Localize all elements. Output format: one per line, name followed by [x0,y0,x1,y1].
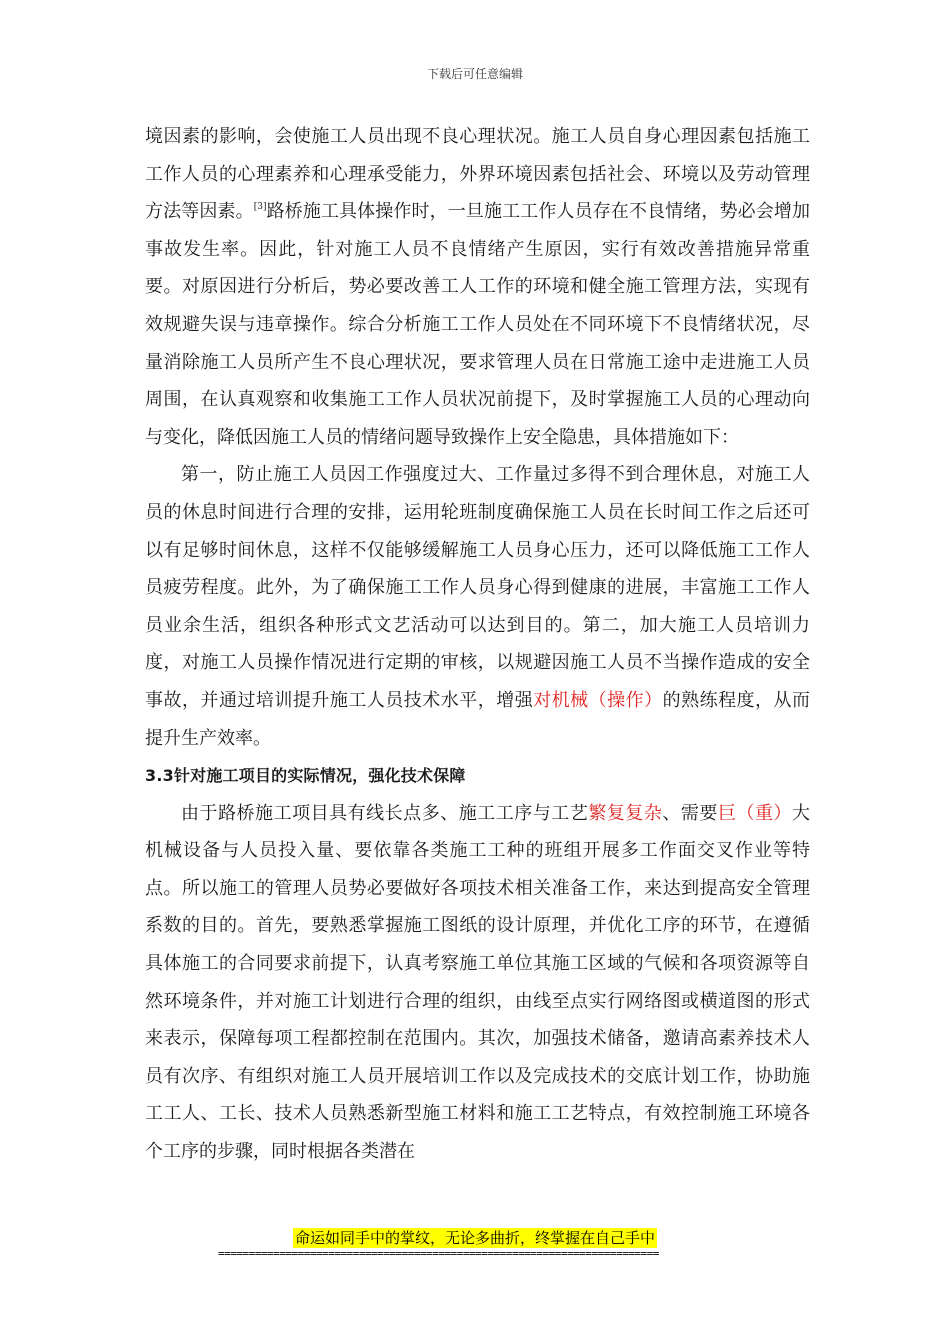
paragraph-1 [145,118,810,456]
paragraph-2-red-text: 对机械（操作） [533,689,663,711]
page-header-note: 下载后可任意编辑 [426,67,523,81]
paragraph-1-text-continued: 路桥施工具体操作时，一旦施工工作人员存在不良情绪，势必会增加事故发生率。因此，针对施工人员不良情绪产生原因，实行有效改善措施异常重要。对原因进行分析后，势必要改善工人工作的环境和健全施工管理方法，实现有效规避失误与违章操作。综合分析施工工作人员处在不同环境下不良情绪状况，尽量消除施工人员所产生不良心理状况，要求管理人员在日常施工途中走进施工人员周围，在认真观察和收集施工工作人员状况前提下，及时掌握施工人员的心理动向与变化，降低因施工人员的情绪问题导致操作上安全隐患，具体措施如下： [145,201,811,448]
citation-marker: [3] [253,202,267,213]
document-body [145,118,810,1171]
paragraph-3-text: 由于路桥施工项目具有线长点多、施工工序与工艺 [181,802,589,824]
paragraph-2-text: 第一，防止施工人员因工作强度过大、工作量过多得不到合理休息，对施工人员的休息时间进行合理的安排，运用轮班制度确保施工人员在长时间工作之后还可以有足够时间休息，这样不仅能够缓解施工人员身心压力，还可以降低施工工作人员疲劳程度。此外，为了确保施工工作人员身心得到健康的进展，丰富施工工作人员业余生活，组织各种形式文艺活动可以达到目的。第二，加大施工人员培训力度，对施工人员操作情况进行定期的审核，以规避因施工人员不当操作造成的安全事故，并通过培训提升施工人员技术水平，增强 [145,464,810,711]
paragraph-3-text-3: 大机械设备与人员投入量、要依靠各类施工工种的班组开展多工作面交叉作业等特点。所以施工的管理人员势必要做好各项技术相关准备工作，来达到提高安全管理系数的目的。首先，要熟悉掌握施工图纸的设计原理，并优化工序的环节，在遵循具体施工的合同要求前提下，认真考察施工单位其施工区域的气候和各项资源等自然环境条件，并对施工计划进行合理的组织，由线至点实行网络图或横道图的形式来表示，保障每项工程都控制在范围内。其次，加强技术储备，邀请高素养技术人员有次序、有组织对施工人员开展培训工作以及完成技术的交底计划工作，协助施工工人、工长、技术人员熟悉新型施工材料和施工工艺特点，有效控制施工环境各个工序的步骤，同时根据各类潜在 [145,802,811,1163]
section-heading: 3.3针对施工项目的实际情况，强化技术保障 [145,766,466,786]
paragraph-3-red-text-2: 巨（重） [717,802,793,824]
footer-motto: 命运如同手中的掌纹，无论多曲折，终掌握在自己手中 [294,1229,655,1247]
page-footer [0,1228,950,1248]
paragraph-3-text-2: 、需要 [662,802,718,824]
paragraph-3 [145,795,810,1171]
paragraph-3-red-text-1: 繁复复杂 [588,802,663,824]
paragraph-1-text: 境因素的影响，会使施工人员出现不良心理状况。施工人员自身心理因素包括施工工作人员的心理素养和心理承受能力，外界环境因素包括社会、环境以及劳动管理方法等因素。 [145,126,810,223]
paragraph-2 [145,456,810,757]
footer-rule: ======================================================================== [218,1247,659,1260]
paragraph-2-text-end: 的熟练程度，从而提升生产效率。 [145,689,811,749]
